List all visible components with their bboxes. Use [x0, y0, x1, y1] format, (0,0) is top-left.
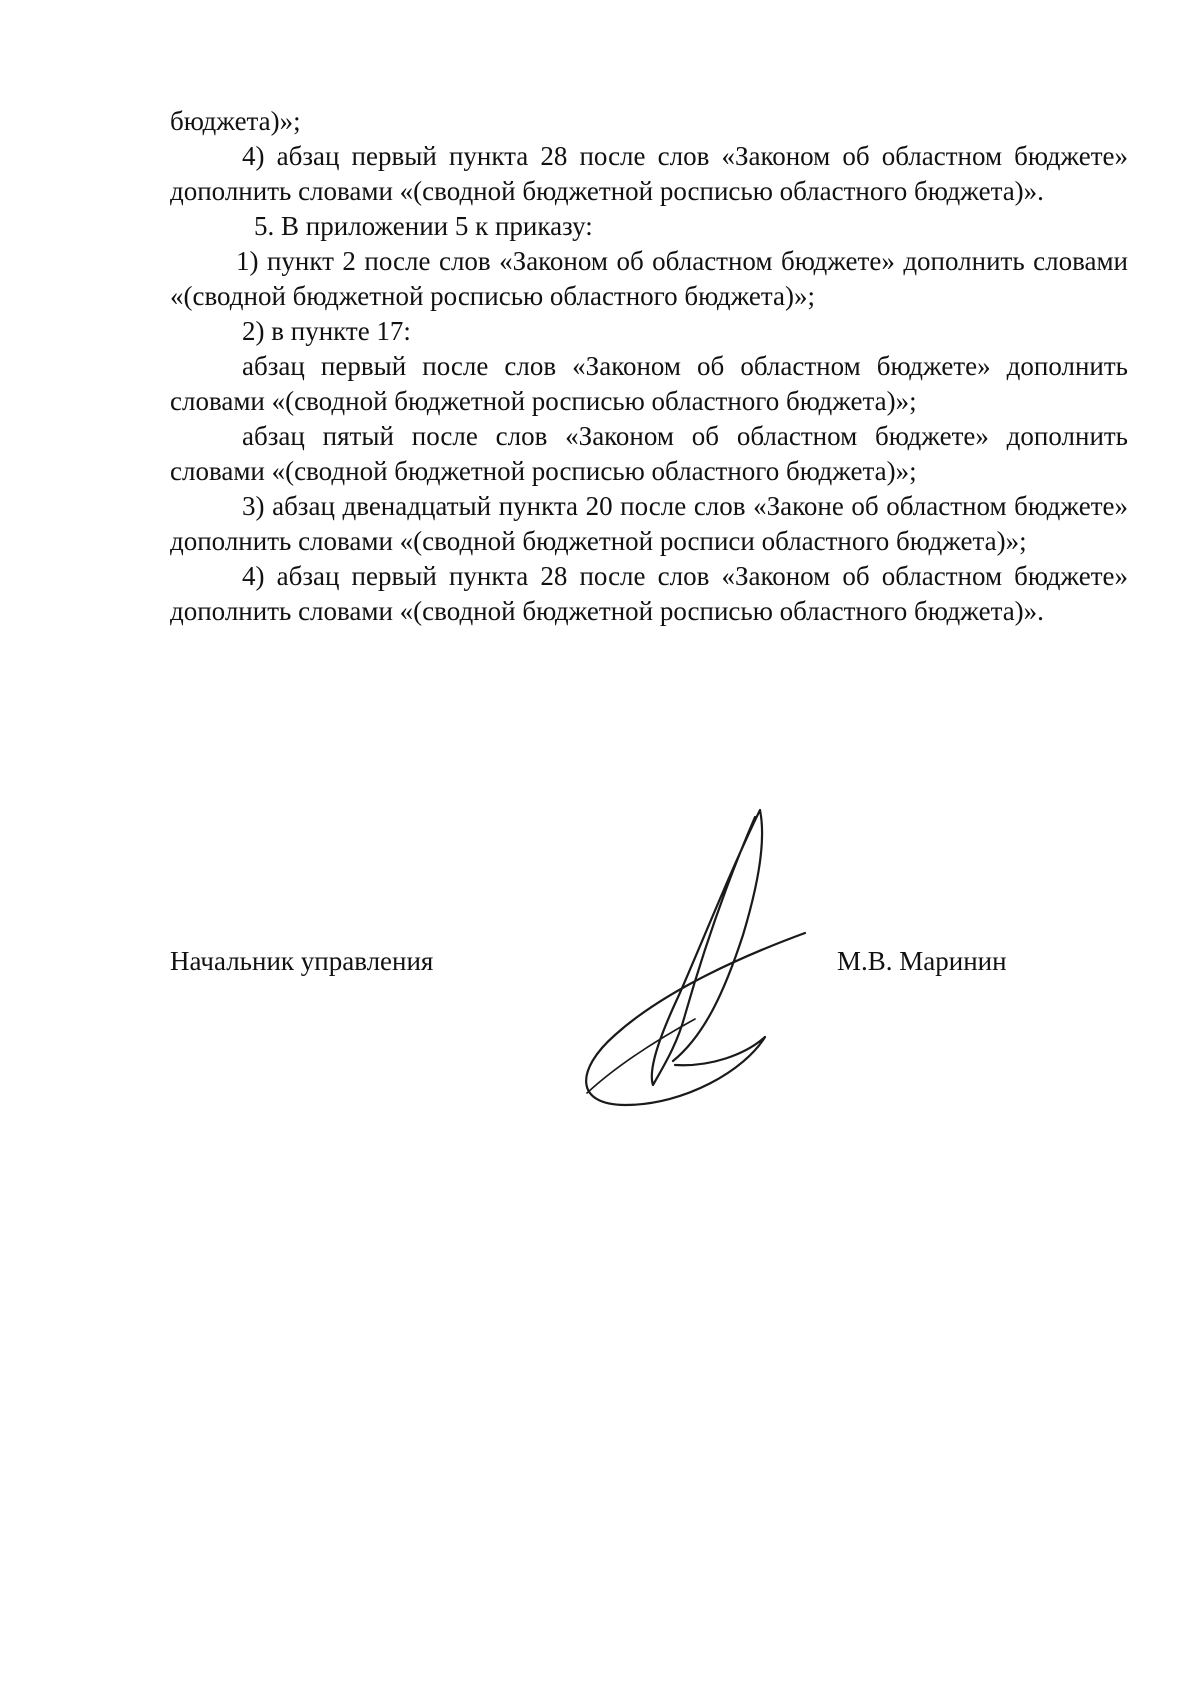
- paragraph-subitem-first: абзац первый после слов «Законом об областном бюджете» дополнить словами «(сводной бюджетной росписью областного бюджета)»;: [170, 351, 1128, 416]
- signer-position: Начальник управления: [170, 946, 434, 976]
- paragraph-section-5: 5. В приложении 5 к приказу:: [254, 211, 593, 241]
- signer-name: М.В. Маринин: [837, 946, 1007, 976]
- paragraph-item-1: 1) пункт 2 после слов «Законом об областном бюджете» дополнить словами «(сводной бюджетной росписью областного бюджета)»;: [170, 246, 1128, 311]
- paragraph-item-4-final: 4) абзац первый пункта 28 после слов «Законом об областном бюджете» дополнить словами «(сводной бюджетной росписью областного бюджета)».: [170, 561, 1128, 626]
- paragraph-item-2: 2) в пункте 17:: [242, 316, 411, 346]
- document-body: [170, 104, 1128, 629]
- paragraph-subitem-fifth: абзац пятый после слов «Законом об областном бюджете» дополнить словами «(сводной бюджетной росписью областного бюджета)»;: [170, 421, 1128, 486]
- handwritten-signature: [555, 805, 835, 1115]
- paragraph-continuation: бюджета)»;: [170, 106, 301, 136]
- paragraph-item-3: 3) абзац двенадцатый пункта 20 после слов «Законе об областном бюджете» дополнить словами «(сводной бюджетной росписи областного бюджета)»;: [170, 491, 1128, 556]
- paragraph-item-4: 4) абзац первый пункта 28 после слов «Законом об областном бюджете» дополнить словами «(сводной бюджетной росписью областного бюджета)».: [170, 141, 1128, 206]
